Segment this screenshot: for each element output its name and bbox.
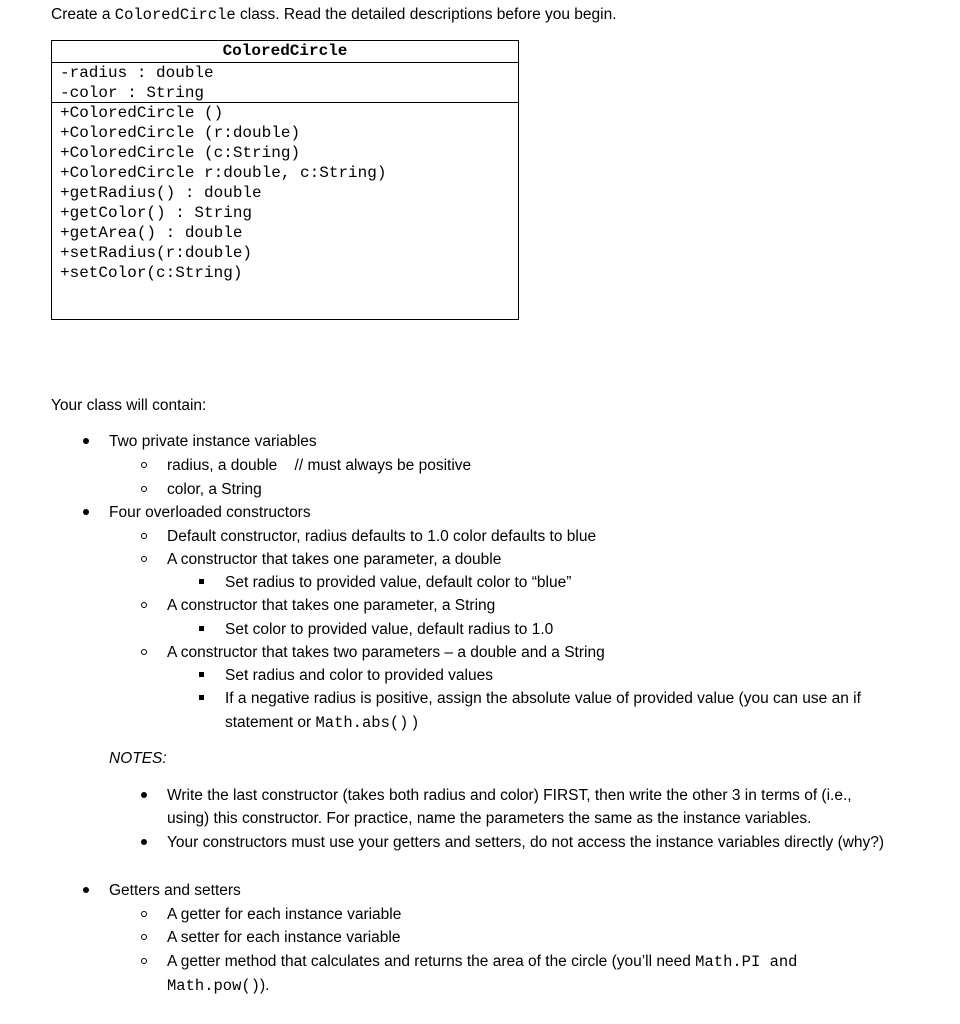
uml-class-name: ColoredCircle xyxy=(52,41,518,63)
negative-radius-note-cont xyxy=(225,715,418,732)
negative-radius-text: statement or xyxy=(225,714,316,731)
setter-item: A setter for each instance variable xyxy=(167,929,401,946)
intro-line xyxy=(51,7,617,24)
circle-bullet-icon xyxy=(141,556,147,562)
math-abs-code: Math.abs() xyxy=(315,714,409,732)
uml-method: +ColoredCircle () xyxy=(60,104,224,122)
square-bullet-icon xyxy=(199,579,204,584)
uml-method: +ColoredCircle r:double, c:String) xyxy=(60,164,387,182)
section3-heading: Getters and setters xyxy=(109,882,241,899)
section1-heading: Two private instance variables xyxy=(109,433,317,450)
contains-label: Your class will contain: xyxy=(51,397,207,414)
section1-item: color, a String xyxy=(167,481,262,498)
circle-bullet-icon xyxy=(141,934,147,940)
getter-item: A getter for each instance variable xyxy=(167,906,402,923)
circle-bullet-icon xyxy=(141,602,147,608)
square-bullet-icon xyxy=(199,695,204,700)
circle-bullet-icon xyxy=(141,958,147,964)
note-2: Your constructors must use your getters and setters, do not access the instance variables directly (why?) xyxy=(167,834,885,851)
uml-methods xyxy=(52,103,518,283)
uml-method: +setColor(c:String) xyxy=(60,264,243,282)
constructor-double-detail: Set radius to provided value, default color to “blue” xyxy=(225,574,572,591)
uml-method: +ColoredCircle (r:double) xyxy=(60,124,301,142)
constructor-two-params: A constructor that takes two parameters – a double and a String xyxy=(167,644,605,661)
uml-method: +getArea() : double xyxy=(60,224,243,242)
uml-method: +getColor() : String xyxy=(60,204,253,222)
uml-method: +ColoredCircle (c:String) xyxy=(60,144,301,162)
uml-class-diagram xyxy=(51,40,519,320)
constructor-string: A constructor that takes one parameter, a String xyxy=(167,597,496,614)
square-bullet-icon xyxy=(199,626,204,631)
area-getter-line-1 xyxy=(167,954,798,971)
note-1-line-2: using) this constructor. For practice, name the parameters the same as the instance variables. xyxy=(167,810,812,827)
uml-method: +getRadius() : double xyxy=(60,184,262,202)
area-getter-line-2 xyxy=(167,978,269,995)
uml-attribute: -color : String xyxy=(60,84,205,102)
math-pi-code: Math.PI and xyxy=(695,953,798,971)
square-bullet-icon xyxy=(199,672,204,677)
bullet-icon xyxy=(83,438,89,444)
constructor-default: Default constructor, radius defaults to 1.0 color defaults to blue xyxy=(167,528,597,545)
circle-bullet-icon xyxy=(141,649,147,655)
notes-label: NOTES: xyxy=(109,750,167,767)
bullet-icon xyxy=(83,887,89,893)
uml-attributes xyxy=(52,63,518,103)
constructor-two-params-detail: Set radius and color to provided values xyxy=(225,667,493,684)
constructor-string-detail: Set color to provided value, default radius to 1.0 xyxy=(225,621,554,638)
math-pow-code: Math.pow() xyxy=(167,977,261,995)
circle-bullet-icon xyxy=(141,533,147,539)
area-getter-end: ). xyxy=(260,977,270,994)
intro-text-before: Create a xyxy=(51,6,115,23)
uml-method: +setRadius(r:double) xyxy=(60,244,253,262)
section2-heading: Four overloaded constructors xyxy=(109,504,311,521)
circle-bullet-icon xyxy=(141,911,147,917)
negative-radius-end: ) xyxy=(408,714,418,731)
bullet-icon xyxy=(141,792,147,798)
negative-radius-note: If a negative radius is positive, assign the absolute value of provided value (you can use an if xyxy=(225,690,861,707)
uml-attribute: -radius : double xyxy=(60,64,214,82)
intro-class-code: ColoredCircle xyxy=(114,6,236,24)
bullet-icon xyxy=(141,839,147,845)
circle-bullet-icon xyxy=(141,486,147,492)
circle-bullet-icon xyxy=(141,462,147,468)
area-getter-text: A getter method that calculates and returns the area of the circle (you’ll need xyxy=(167,953,696,970)
note-1-line-1: Write the last constructor (takes both radius and color) FIRST, then write the other 3 in terms of (i.e., xyxy=(167,787,852,804)
intro-text-after: class. Read the detailed descriptions before you begin. xyxy=(235,6,617,23)
constructor-double: A constructor that takes one parameter, a double xyxy=(167,551,502,568)
section1-item: radius, a double // must always be positive xyxy=(167,457,472,474)
bullet-icon xyxy=(83,509,89,515)
